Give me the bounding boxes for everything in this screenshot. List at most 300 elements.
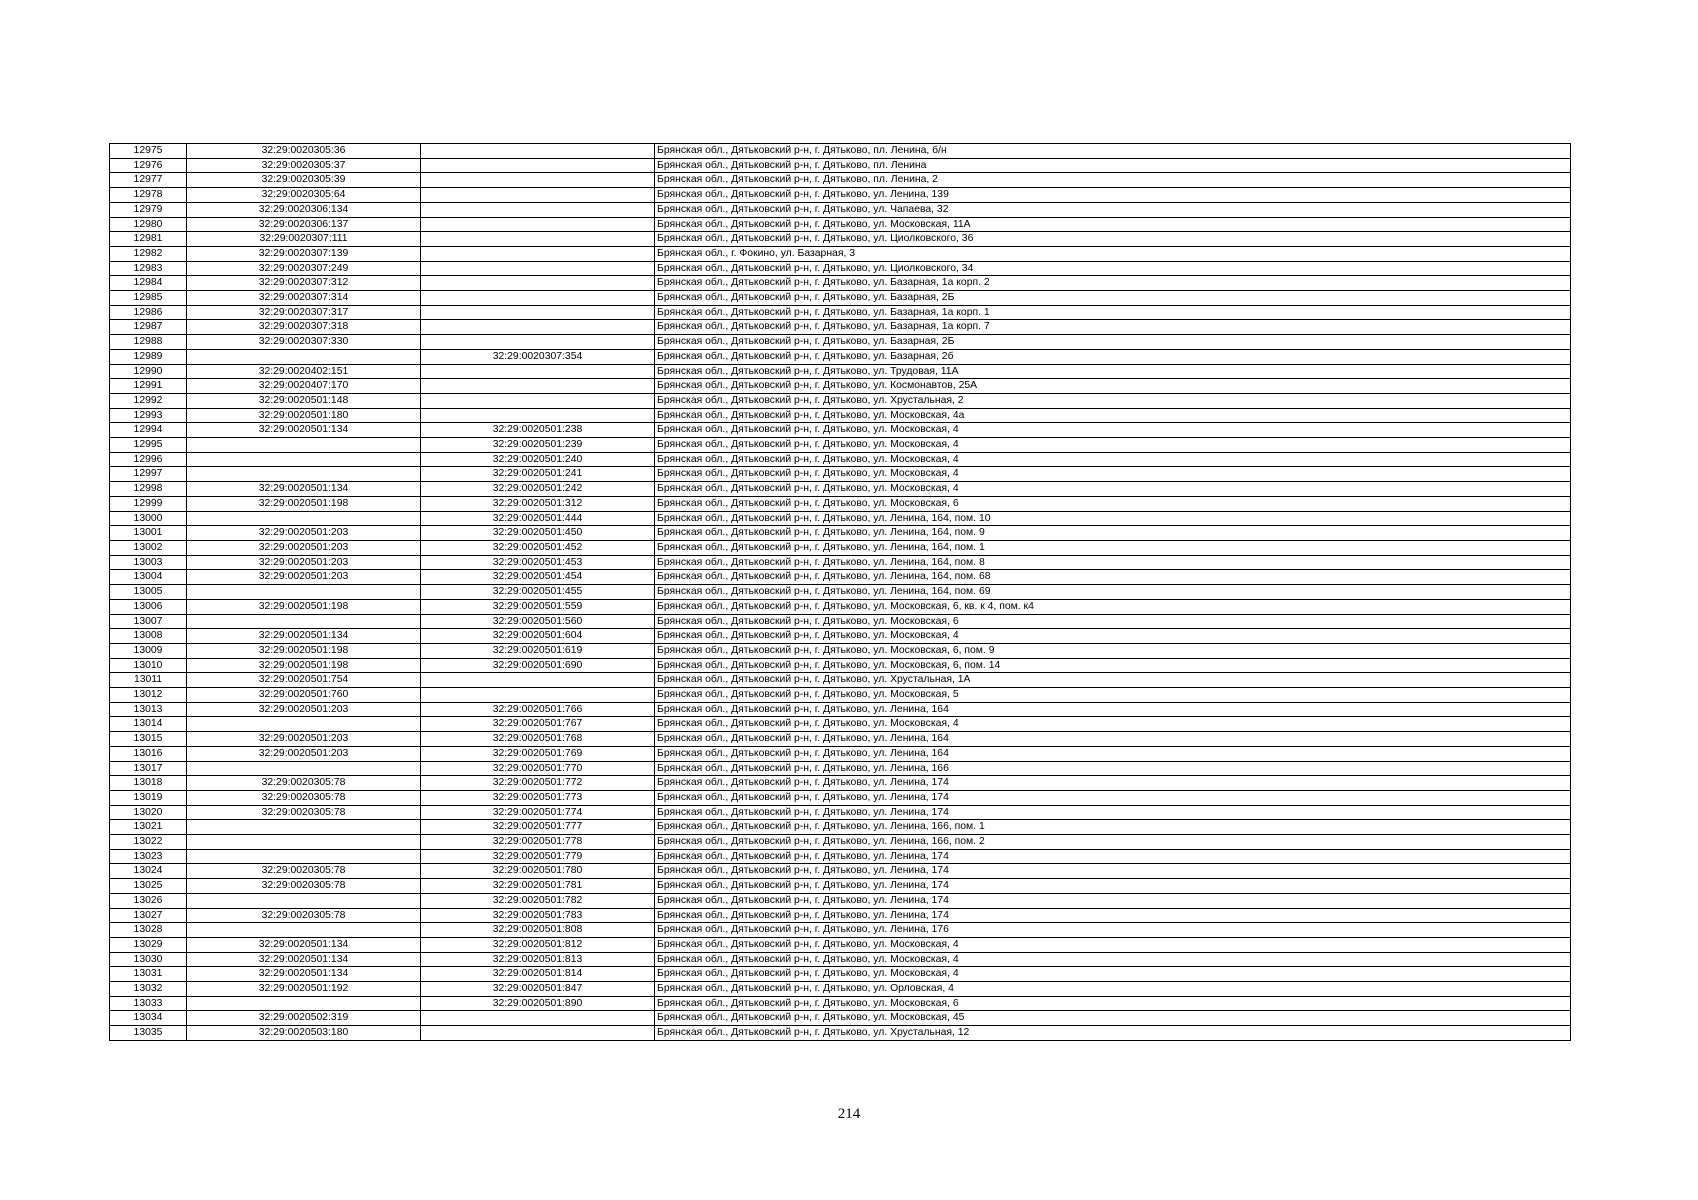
address-cell: Брянская обл., Дятьковский р-н, г. Дятьково, ул. Московская, 4 bbox=[655, 423, 1571, 438]
cadastral-number-cell: 32:29:0020501:198 bbox=[187, 643, 421, 658]
address-cell: Брянская обл., Дятьковский р-н, г. Дятьково, ул. Ленина, 174 bbox=[655, 849, 1571, 864]
address-cell: Брянская обл., Дятьковский р-н, г. Дятьково, ул. Московская, 4 bbox=[655, 629, 1571, 644]
table-row bbox=[110, 952, 1571, 967]
cadastral-number-cell bbox=[187, 717, 421, 732]
row-number-cell: 13030 bbox=[110, 952, 187, 967]
cadastral-number-cell: 32:29:0020402:151 bbox=[187, 364, 421, 379]
cadastral-number-cell: 32:29:0020307:317 bbox=[187, 305, 421, 320]
table-row bbox=[110, 173, 1571, 188]
cadastral-number-secondary-cell bbox=[421, 688, 655, 703]
cadastral-number-secondary-cell: 32:29:0020501:779 bbox=[421, 849, 655, 864]
cadastral-number-secondary-cell: 32:29:0020501:773 bbox=[421, 790, 655, 805]
row-number-cell: 13019 bbox=[110, 790, 187, 805]
address-cell: Брянская обл., Дятьковский р-н, г. Дятьково, ул. Ленина, 164 bbox=[655, 702, 1571, 717]
row-number-cell: 13033 bbox=[110, 996, 187, 1011]
cadastral-number-secondary-cell: 32:29:0020307:354 bbox=[421, 349, 655, 364]
table-row bbox=[110, 893, 1571, 908]
address-cell: Брянская обл., Дятьковский р-н, г. Дятьково, ул. Циолковского, 34 bbox=[655, 261, 1571, 276]
cadastral-number-secondary-cell bbox=[421, 217, 655, 232]
cadastral-number-cell: 32:29:0020305:78 bbox=[187, 776, 421, 791]
cadastral-number-secondary-cell: 32:29:0020501:778 bbox=[421, 835, 655, 850]
address-cell: Брянская обл., Дятьковский р-н, г. Дятьково, пл. Ленина, б/н bbox=[655, 144, 1571, 159]
address-cell: Брянская обл., Дятьковский р-н, г. Дятьково, ул. Ленина, 164, пом. 10 bbox=[655, 511, 1571, 526]
cadastral-number-cell: 32:29:0020501:203 bbox=[187, 555, 421, 570]
table-row bbox=[110, 379, 1571, 394]
table-row bbox=[110, 1011, 1571, 1026]
cadastral-number-cell: 32:29:0020307:314 bbox=[187, 291, 421, 306]
table-row bbox=[110, 452, 1571, 467]
table-row bbox=[110, 585, 1571, 600]
address-cell: Брянская обл., Дятьковский р-н, г. Дятьково, ул. Ленина, 166, пом. 2 bbox=[655, 835, 1571, 850]
cadastral-number-cell bbox=[187, 893, 421, 908]
cadastral-number-secondary-cell: 32:29:0020501:774 bbox=[421, 805, 655, 820]
address-cell: Брянская обл., Дятьковский р-н, г. Дятьково, ул. Ленина, 164, пом. 9 bbox=[655, 526, 1571, 541]
address-cell: Брянская обл., Дятьковский р-н, г. Дятьково, ул. Ленина, 174 bbox=[655, 864, 1571, 879]
address-cell: Брянская обл., Дятьковский р-н, г. Дятьково, ул. Хрустальная, 12 bbox=[655, 1026, 1571, 1041]
cadastral-number-secondary-cell bbox=[421, 1011, 655, 1026]
cadastral-number-cell: 32:29:0020501:134 bbox=[187, 423, 421, 438]
row-number-cell: 13001 bbox=[110, 526, 187, 541]
row-number-cell: 13025 bbox=[110, 879, 187, 894]
cadastral-number-secondary-cell: 32:29:0020501:814 bbox=[421, 967, 655, 982]
table-row bbox=[110, 305, 1571, 320]
row-number-cell: 12989 bbox=[110, 349, 187, 364]
table-row bbox=[110, 923, 1571, 938]
cadastral-number-secondary-cell: 32:29:0020501:780 bbox=[421, 864, 655, 879]
table-row bbox=[110, 864, 1571, 879]
table-row bbox=[110, 246, 1571, 261]
cadastral-number-secondary-cell bbox=[421, 144, 655, 159]
table-row bbox=[110, 849, 1571, 864]
table-row bbox=[110, 202, 1571, 217]
cadastral-number-cell: 32:29:0020305:78 bbox=[187, 805, 421, 820]
row-number-cell: 13032 bbox=[110, 982, 187, 997]
cadastral-number-cell: 32:29:0020501:203 bbox=[187, 540, 421, 555]
cadastral-number-cell: 32:29:0020305:78 bbox=[187, 908, 421, 923]
cadastral-number-secondary-cell: 32:29:0020501:847 bbox=[421, 982, 655, 997]
cadastral-number-secondary-cell: 32:29:0020501:312 bbox=[421, 496, 655, 511]
row-number-cell: 13017 bbox=[110, 761, 187, 776]
cadastral-number-cell: 32:29:0020307:318 bbox=[187, 320, 421, 335]
table-row bbox=[110, 291, 1571, 306]
cadastral-number-secondary-cell: 32:29:0020501:769 bbox=[421, 746, 655, 761]
table-row bbox=[110, 540, 1571, 555]
cadastral-number-cell bbox=[187, 923, 421, 938]
row-number-cell: 13013 bbox=[110, 702, 187, 717]
cadastral-number-cell: 32:29:0020305:78 bbox=[187, 790, 421, 805]
cadastral-number-cell: 32:29:0020501:180 bbox=[187, 408, 421, 423]
address-cell: Брянская обл., Дятьковский р-н, г. Дятьково, ул. Чапаева, 32 bbox=[655, 202, 1571, 217]
table-row bbox=[110, 496, 1571, 511]
cadastral-number-cell: 32:29:0020501:203 bbox=[187, 702, 421, 717]
row-number-cell: 13027 bbox=[110, 908, 187, 923]
address-cell: Брянская обл., Дятьковский р-н, г. Дятьково, ул. Ленина, 174 bbox=[655, 790, 1571, 805]
cadastral-number-cell bbox=[187, 585, 421, 600]
table-row bbox=[110, 937, 1571, 952]
address-cell: Брянская обл., Дятьковский р-н, г. Дятьково, ул. Московская, 6 bbox=[655, 496, 1571, 511]
cadastral-number-secondary-cell: 32:29:0020501:242 bbox=[421, 482, 655, 497]
table-row bbox=[110, 232, 1571, 247]
cadastral-number-secondary-cell bbox=[421, 158, 655, 173]
cadastral-number-secondary-cell: 32:29:0020501:781 bbox=[421, 879, 655, 894]
cadastral-number-cell bbox=[187, 996, 421, 1011]
address-cell: Брянская обл., Дятьковский р-н, г. Дятьково, ул. Ленина, 176 bbox=[655, 923, 1571, 938]
cadastral-number-cell: 32:29:0020501:198 bbox=[187, 599, 421, 614]
row-number-cell: 13029 bbox=[110, 937, 187, 952]
cadastral-number-secondary-cell bbox=[421, 335, 655, 350]
cadastral-number-secondary-cell: 32:29:0020501:604 bbox=[421, 629, 655, 644]
cadastral-number-cell bbox=[187, 438, 421, 453]
cadastral-number-cell bbox=[187, 452, 421, 467]
table-row bbox=[110, 629, 1571, 644]
address-cell: Брянская обл., Дятьковский р-н, г. Дятьково, ул. Базарная, 2Б bbox=[655, 335, 1571, 350]
cadastral-number-cell: 32:29:0020501:134 bbox=[187, 482, 421, 497]
row-number-cell: 13000 bbox=[110, 511, 187, 526]
table-row bbox=[110, 717, 1571, 732]
address-cell: Брянская обл., Дятьковский р-н, г. Дятьково, ул. Космонавтов, 25А bbox=[655, 379, 1571, 394]
row-number-cell: 13020 bbox=[110, 805, 187, 820]
row-number-cell: 13011 bbox=[110, 673, 187, 688]
cadastral-number-secondary-cell bbox=[421, 202, 655, 217]
table-row bbox=[110, 217, 1571, 232]
row-number-cell: 13009 bbox=[110, 643, 187, 658]
cadastral-number-secondary-cell: 32:29:0020501:770 bbox=[421, 761, 655, 776]
cadastral-number-cell: 32:29:0020501:203 bbox=[187, 526, 421, 541]
address-cell: Брянская обл., Дятьковский р-н, г. Дятьково, ул. Ленина, 174 bbox=[655, 805, 1571, 820]
row-number-cell: 12985 bbox=[110, 291, 187, 306]
cadastral-number-cell: 32:29:0020501:148 bbox=[187, 393, 421, 408]
table-row bbox=[110, 599, 1571, 614]
cadastral-number-cell: 32:29:0020503:180 bbox=[187, 1026, 421, 1041]
cadastral-number-secondary-cell bbox=[421, 379, 655, 394]
cadastral-number-cell: 32:29:0020307:330 bbox=[187, 335, 421, 350]
table-row bbox=[110, 702, 1571, 717]
cadastral-number-cell bbox=[187, 849, 421, 864]
cadastral-number-cell bbox=[187, 614, 421, 629]
cadastral-number-secondary-cell bbox=[421, 188, 655, 203]
address-cell: Брянская обл., Дятьковский р-н, г. Дятьково, ул. Московская, 4 bbox=[655, 937, 1571, 952]
cadastral-number-secondary-cell bbox=[421, 393, 655, 408]
row-number-cell: 13008 bbox=[110, 629, 187, 644]
table-row bbox=[110, 261, 1571, 276]
table-row bbox=[110, 673, 1571, 688]
cadastral-number-cell bbox=[187, 835, 421, 850]
table-row bbox=[110, 335, 1571, 350]
address-cell: Брянская обл., Дятьковский р-н, г. Дятьково, ул. Базарная, 2Б bbox=[655, 291, 1571, 306]
cadastral-number-cell: 32:29:0020307:249 bbox=[187, 261, 421, 276]
table-row bbox=[110, 982, 1571, 997]
cadastral-number-secondary-cell bbox=[421, 673, 655, 688]
table-row bbox=[110, 732, 1571, 747]
row-number-cell: 12978 bbox=[110, 188, 187, 203]
table-row bbox=[110, 364, 1571, 379]
cadastral-number-secondary-cell: 32:29:0020501:768 bbox=[421, 732, 655, 747]
cadastral-number-secondary-cell: 32:29:0020501:783 bbox=[421, 908, 655, 923]
cadastral-number-secondary-cell: 32:29:0020501:241 bbox=[421, 467, 655, 482]
cadastral-number-secondary-cell: 32:29:0020501:238 bbox=[421, 423, 655, 438]
registry-table-body bbox=[110, 144, 1571, 1041]
cadastral-number-cell: 32:29:0020501:754 bbox=[187, 673, 421, 688]
table-row bbox=[110, 790, 1571, 805]
cadastral-number-cell bbox=[187, 349, 421, 364]
row-number-cell: 12999 bbox=[110, 496, 187, 511]
cadastral-number-cell: 32:29:0020306:137 bbox=[187, 217, 421, 232]
address-cell: Брянская обл., Дятьковский р-н, г. Дятьково, ул. Ленина, 166, пом. 1 bbox=[655, 820, 1571, 835]
row-number-cell: 13021 bbox=[110, 820, 187, 835]
cadastral-number-secondary-cell bbox=[421, 305, 655, 320]
table-row bbox=[110, 276, 1571, 291]
row-number-cell: 12986 bbox=[110, 305, 187, 320]
table-row bbox=[110, 349, 1571, 364]
cadastral-number-cell: 32:29:0020501:198 bbox=[187, 496, 421, 511]
registry-table bbox=[109, 143, 1571, 1041]
cadastral-number-secondary-cell bbox=[421, 291, 655, 306]
cadastral-number-cell bbox=[187, 467, 421, 482]
row-number-cell: 12980 bbox=[110, 217, 187, 232]
address-cell: Брянская обл., Дятьковский р-н, г. Дятьково, ул. Ленина, 174 bbox=[655, 879, 1571, 894]
address-cell: Брянская обл., Дятьковский р-н, г. Дятьково, ул. Московская, 4 bbox=[655, 717, 1571, 732]
address-cell: Брянская обл., Дятьковский р-н, г. Дятьково, ул. Ленина, 164, пом. 8 bbox=[655, 555, 1571, 570]
address-cell: Брянская обл., Дятьковский р-н, г. Дятьково, ул. Хрустальная, 2 bbox=[655, 393, 1571, 408]
table-row bbox=[110, 643, 1571, 658]
address-cell: Брянская обл., Дятьковский р-н, г. Дятьково, ул. Ленина, 164 bbox=[655, 746, 1571, 761]
table-row bbox=[110, 511, 1571, 526]
address-cell: Брянская обл., Дятьковский р-н, г. Дятьково, ул. Ленина, 164 bbox=[655, 732, 1571, 747]
row-number-cell: 12996 bbox=[110, 452, 187, 467]
cadastral-number-cell: 32:29:0020501:134 bbox=[187, 629, 421, 644]
cadastral-number-secondary-cell: 32:29:0020501:239 bbox=[421, 438, 655, 453]
cadastral-number-cell: 32:29:0020501:198 bbox=[187, 658, 421, 673]
cadastral-number-secondary-cell: 32:29:0020501:455 bbox=[421, 585, 655, 600]
row-number-cell: 13018 bbox=[110, 776, 187, 791]
address-cell: Брянская обл., Дятьковский р-н, г. Дятьково, ул. Орловская, 4 bbox=[655, 982, 1571, 997]
cadastral-number-cell: 32:29:0020307:139 bbox=[187, 246, 421, 261]
row-number-cell: 12977 bbox=[110, 173, 187, 188]
address-cell: Брянская обл., Дятьковский р-н, г. Дятьково, ул. Московская, 5 bbox=[655, 688, 1571, 703]
address-cell: Брянская обл., Дятьковский р-н, г. Дятьково, ул. Московская, 4а bbox=[655, 408, 1571, 423]
address-cell: Брянская обл., Дятьковский р-н, г. Дятьково, ул. Ленина, 174 bbox=[655, 908, 1571, 923]
cadastral-number-secondary-cell: 32:29:0020501:619 bbox=[421, 643, 655, 658]
table-row bbox=[110, 158, 1571, 173]
table-row bbox=[110, 408, 1571, 423]
address-cell: Брянская обл., Дятьковский р-н, г. Дятьково, ул. Хрустальная, 1А bbox=[655, 673, 1571, 688]
row-number-cell: 13026 bbox=[110, 893, 187, 908]
address-cell: Брянская обл., Дятьковский р-н, г. Дятьково, ул. Московская, 4 bbox=[655, 467, 1571, 482]
row-number-cell: 12994 bbox=[110, 423, 187, 438]
table-row bbox=[110, 761, 1571, 776]
address-cell: Брянская обл., Дятьковский р-н, г. Дятьково, ул. Московская, 4 bbox=[655, 482, 1571, 497]
row-number-cell: 12988 bbox=[110, 335, 187, 350]
row-number-cell: 13014 bbox=[110, 717, 187, 732]
address-cell: Брянская обл., Дятьковский р-н, г. Дятьково, ул. Московская, 4 bbox=[655, 452, 1571, 467]
table-row bbox=[110, 393, 1571, 408]
address-cell: Брянская обл., Дятьковский р-н, г. Дятьково, ул. Московская, 45 bbox=[655, 1011, 1571, 1026]
cadastral-number-secondary-cell: 32:29:0020501:240 bbox=[421, 452, 655, 467]
cadastral-number-secondary-cell: 32:29:0020501:444 bbox=[421, 511, 655, 526]
cadastral-number-cell: 32:29:0020501:203 bbox=[187, 732, 421, 747]
cadastral-number-secondary-cell: 32:29:0020501:772 bbox=[421, 776, 655, 791]
cadastral-number-secondary-cell: 32:29:0020501:560 bbox=[421, 614, 655, 629]
cadastral-number-secondary-cell bbox=[421, 408, 655, 423]
row-number-cell: 12992 bbox=[110, 393, 187, 408]
cadastral-number-secondary-cell bbox=[421, 276, 655, 291]
address-cell: Брянская обл., Дятьковский р-н, г. Дятьково, ул. Ленина, 164, пом. 68 bbox=[655, 570, 1571, 585]
row-number-cell: 12993 bbox=[110, 408, 187, 423]
cadastral-number-cell: 32:29:0020501:760 bbox=[187, 688, 421, 703]
table-row bbox=[110, 1026, 1571, 1041]
row-number-cell: 13015 bbox=[110, 732, 187, 747]
table-row bbox=[110, 908, 1571, 923]
row-number-cell: 13028 bbox=[110, 923, 187, 938]
row-number-cell: 13002 bbox=[110, 540, 187, 555]
table-row bbox=[110, 776, 1571, 791]
row-number-cell: 12998 bbox=[110, 482, 187, 497]
cadastral-number-cell: 32:29:0020501:203 bbox=[187, 746, 421, 761]
address-cell: Брянская обл., Дятьковский р-н, г. Дятьково, ул. Московская, 6, пом. 9 bbox=[655, 643, 1571, 658]
row-number-cell: 12991 bbox=[110, 379, 187, 394]
cadastral-number-cell: 32:29:0020305:78 bbox=[187, 864, 421, 879]
cadastral-number-cell: 32:29:0020501:134 bbox=[187, 952, 421, 967]
row-number-cell: 12976 bbox=[110, 158, 187, 173]
cadastral-number-secondary-cell: 32:29:0020501:782 bbox=[421, 893, 655, 908]
cadastral-number-secondary-cell: 32:29:0020501:690 bbox=[421, 658, 655, 673]
address-cell: Брянская обл., Дятьковский р-н, г. Дятьково, ул. Ленина, 166 bbox=[655, 761, 1571, 776]
address-cell: Брянская обл., Дятьковский р-н, г. Дятьково, ул. Базарная, 1а корп. 2 bbox=[655, 276, 1571, 291]
row-number-cell: 13022 bbox=[110, 835, 187, 850]
address-cell: Брянская обл., Дятьковский р-н, г. Дятьково, пл. Ленина, 2 bbox=[655, 173, 1571, 188]
table-row bbox=[110, 423, 1571, 438]
cadastral-number-cell: 32:29:0020305:36 bbox=[187, 144, 421, 159]
table-row bbox=[110, 835, 1571, 850]
cadastral-number-secondary-cell bbox=[421, 261, 655, 276]
row-number-cell: 12981 bbox=[110, 232, 187, 247]
table-row bbox=[110, 820, 1571, 835]
address-cell: Брянская обл., Дятьковский р-н, г. Дятьково, ул. Циолковского, 36 bbox=[655, 232, 1571, 247]
row-number-cell: 13031 bbox=[110, 967, 187, 982]
address-cell: Брянская обл., Дятьковский р-н, г. Дятьково, ул. Московская, 4 bbox=[655, 967, 1571, 982]
cadastral-number-cell: 32:29:0020307:312 bbox=[187, 276, 421, 291]
table-row bbox=[110, 879, 1571, 894]
table-row bbox=[110, 438, 1571, 453]
row-number-cell: 12979 bbox=[110, 202, 187, 217]
address-cell: Брянская обл., Дятьковский р-н, г. Дятьково, ул. Базарная, 1а корп. 7 bbox=[655, 320, 1571, 335]
row-number-cell: 12990 bbox=[110, 364, 187, 379]
cadastral-number-secondary-cell: 32:29:0020501:454 bbox=[421, 570, 655, 585]
row-number-cell: 12975 bbox=[110, 144, 187, 159]
row-number-cell: 13004 bbox=[110, 570, 187, 585]
table-row bbox=[110, 967, 1571, 982]
cadastral-number-cell bbox=[187, 511, 421, 526]
cadastral-number-cell: 32:29:0020307:111 bbox=[187, 232, 421, 247]
row-number-cell: 13035 bbox=[110, 1026, 187, 1041]
row-number-cell: 13012 bbox=[110, 688, 187, 703]
address-cell: Брянская обл., Дятьковский р-н, г. Дятьково, ул. Московская, 6, пом. 14 bbox=[655, 658, 1571, 673]
row-number-cell: 13023 bbox=[110, 849, 187, 864]
cadastral-number-secondary-cell: 32:29:0020501:450 bbox=[421, 526, 655, 541]
address-cell: Брянская обл., Дятьковский р-н, г. Дятьково, ул. Ленина, 164, пом. 1 bbox=[655, 540, 1571, 555]
address-cell: Брянская обл., Дятьковский р-н, г. Дятьково, ул. Московская, 6, кв. к 4, пом. к4 bbox=[655, 599, 1571, 614]
table-row bbox=[110, 805, 1571, 820]
table-row bbox=[110, 555, 1571, 570]
address-cell: Брянская обл., Дятьковский р-н, г. Дятьково, ул. Ленина, 139 bbox=[655, 188, 1571, 203]
cadastral-number-cell: 32:29:0020306:134 bbox=[187, 202, 421, 217]
row-number-cell: 13005 bbox=[110, 585, 187, 600]
cadastral-number-secondary-cell: 32:29:0020501:813 bbox=[421, 952, 655, 967]
row-number-cell: 13006 bbox=[110, 599, 187, 614]
table-row bbox=[110, 188, 1571, 203]
address-cell: Брянская обл., Дятьковский р-н, г. Дятьково, ул. Ленина, 174 bbox=[655, 893, 1571, 908]
cadastral-number-cell: 32:29:0020407:170 bbox=[187, 379, 421, 394]
row-number-cell: 12987 bbox=[110, 320, 187, 335]
row-number-cell: 12982 bbox=[110, 246, 187, 261]
row-number-cell: 13016 bbox=[110, 746, 187, 761]
row-number-cell: 13010 bbox=[110, 658, 187, 673]
table-row bbox=[110, 570, 1571, 585]
row-number-cell: 13024 bbox=[110, 864, 187, 879]
cadastral-number-secondary-cell: 32:29:0020501:453 bbox=[421, 555, 655, 570]
table-row bbox=[110, 746, 1571, 761]
cadastral-number-cell: 32:29:0020305:78 bbox=[187, 879, 421, 894]
table-row bbox=[110, 467, 1571, 482]
row-number-cell: 12983 bbox=[110, 261, 187, 276]
cadastral-number-secondary-cell: 32:29:0020501:777 bbox=[421, 820, 655, 835]
row-number-cell: 13003 bbox=[110, 555, 187, 570]
cadastral-number-cell: 32:29:0020305:37 bbox=[187, 158, 421, 173]
cadastral-number-secondary-cell: 32:29:0020501:890 bbox=[421, 996, 655, 1011]
cadastral-number-cell bbox=[187, 820, 421, 835]
cadastral-number-cell: 32:29:0020305:64 bbox=[187, 188, 421, 203]
row-number-cell: 12995 bbox=[110, 438, 187, 453]
address-cell: Брянская обл., Дятьковский р-н, г. Дятьково, ул. Московская, 4 bbox=[655, 438, 1571, 453]
table-row bbox=[110, 688, 1571, 703]
table-row bbox=[110, 482, 1571, 497]
address-cell: Брянская обл., Дятьковский р-н, г. Дятьково, ул. Московская, 6 bbox=[655, 614, 1571, 629]
address-cell: Брянская обл., Дятьковский р-н, г. Дятьково, пл. Ленина bbox=[655, 158, 1571, 173]
address-cell: Брянская обл., Дятьковский р-н, г. Дятьково, ул. Трудовая, 11А bbox=[655, 364, 1571, 379]
address-cell: Брянская обл., Дятьковский р-н, г. Дятьково, ул. Московская, 6 bbox=[655, 996, 1571, 1011]
row-number-cell: 12997 bbox=[110, 467, 187, 482]
cadastral-number-cell: 32:29:0020502:319 bbox=[187, 1011, 421, 1026]
cadastral-number-cell: 32:29:0020501:192 bbox=[187, 982, 421, 997]
table-row bbox=[110, 144, 1571, 159]
row-number-cell: 13034 bbox=[110, 1011, 187, 1026]
cadastral-number-secondary-cell bbox=[421, 320, 655, 335]
address-cell: Брянская обл., Дятьковский р-н, г. Дятьково, ул. Московская, 4 bbox=[655, 952, 1571, 967]
table-row bbox=[110, 658, 1571, 673]
address-cell: Брянская обл., Дятьковский р-н, г. Дятьково, ул. Базарная, 2б bbox=[655, 349, 1571, 364]
address-cell: Брянская обл., Дятьковский р-н, г. Дятьково, ул. Московская, 11А bbox=[655, 217, 1571, 232]
table-row bbox=[110, 320, 1571, 335]
address-cell: Брянская обл., Дятьковский р-н, г. Дятьково, ул. Ленина, 174 bbox=[655, 776, 1571, 791]
cadastral-number-secondary-cell: 32:29:0020501:766 bbox=[421, 702, 655, 717]
cadastral-number-secondary-cell: 32:29:0020501:559 bbox=[421, 599, 655, 614]
cadastral-number-secondary-cell bbox=[421, 232, 655, 247]
cadastral-number-secondary-cell bbox=[421, 1026, 655, 1041]
cadastral-number-cell: 32:29:0020501:134 bbox=[187, 967, 421, 982]
address-cell: Брянская обл., Дятьковский р-н, г. Дятьково, ул. Ленина, 164, пом. 69 bbox=[655, 585, 1571, 600]
address-cell: Брянская обл., Дятьковский р-н, г. Дятьково, ул. Базарная, 1а корп. 1 bbox=[655, 305, 1571, 320]
row-number-cell: 13007 bbox=[110, 614, 187, 629]
cadastral-number-secondary-cell: 32:29:0020501:812 bbox=[421, 937, 655, 952]
cadastral-number-secondary-cell: 32:29:0020501:452 bbox=[421, 540, 655, 555]
cadastral-number-secondary-cell: 32:29:0020501:808 bbox=[421, 923, 655, 938]
address-cell: Брянская обл., г. Фокино, ул. Базарная, 3 bbox=[655, 246, 1571, 261]
cadastral-number-cell bbox=[187, 761, 421, 776]
cadastral-number-cell: 32:29:0020305:39 bbox=[187, 173, 421, 188]
cadastral-number-secondary-cell: 32:29:0020501:767 bbox=[421, 717, 655, 732]
cadastral-number-cell: 32:29:0020501:134 bbox=[187, 937, 421, 952]
cadastral-number-secondary-cell bbox=[421, 246, 655, 261]
